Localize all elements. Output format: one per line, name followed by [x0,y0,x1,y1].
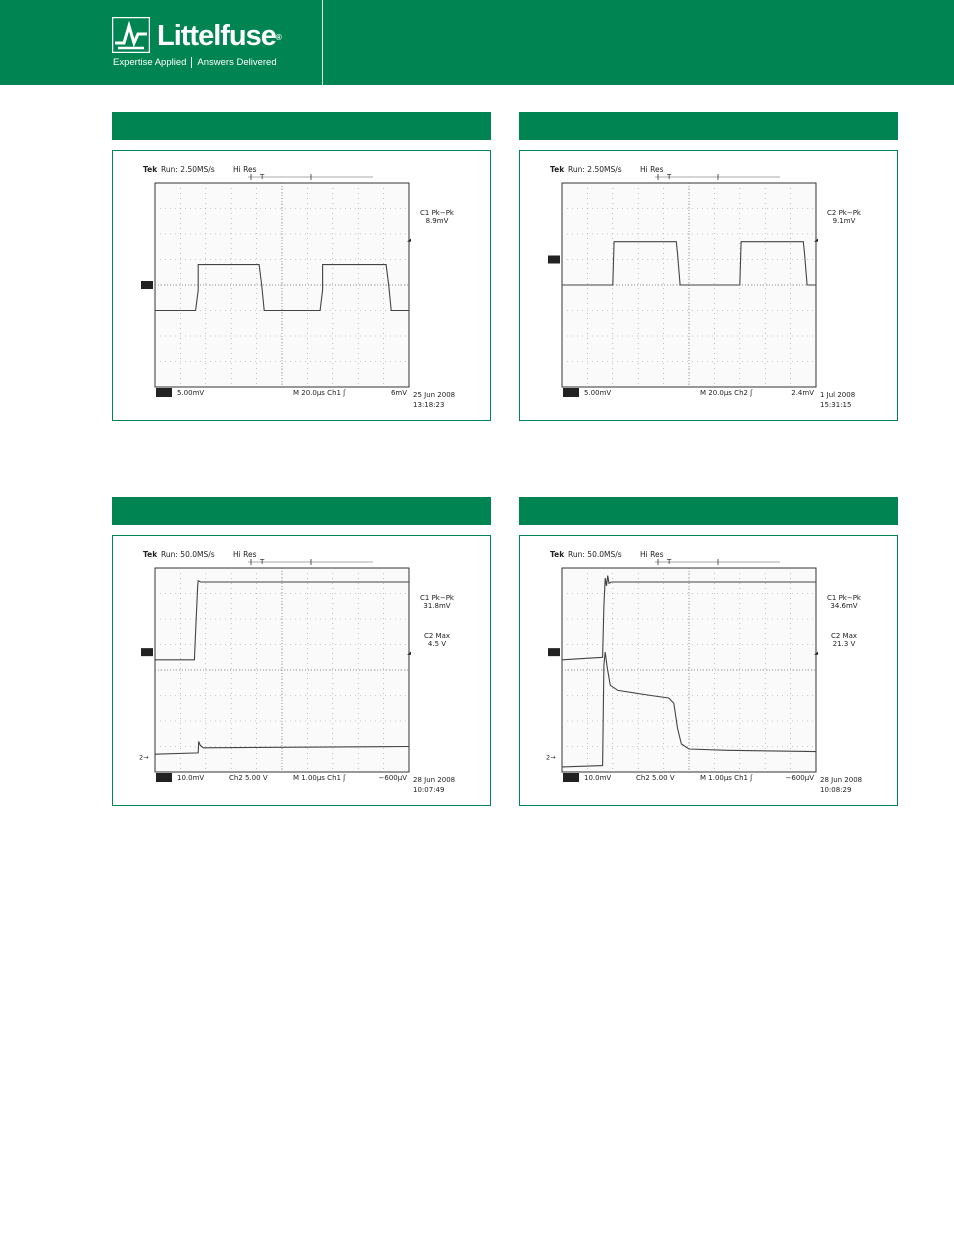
capture-time: 10:07:49 [413,786,445,794]
channel-marker: 2→ [546,753,556,762]
channel-indicator: Ch1 [564,774,578,782]
measurement-label: C1 Pk−Pk [420,594,454,602]
scope-brand: Tek [143,550,158,559]
scope-screenshot-1 [113,151,490,420]
channel-marker: 2→ [139,753,149,762]
channel-marker: 2→ [549,256,559,265]
channel-marker: 1→ [142,649,152,658]
timebase: M 20.0µs Ch2 ʃ [700,389,753,397]
tagline-left: Expertise Applied [113,57,187,69]
vertical-scale: 5.00mV [177,389,205,397]
vertical-scale: 5.00mV [584,389,612,397]
measurement-label: C1 Pk−Pk [827,594,861,602]
measurement-label: C1 Pk−Pk [420,209,454,217]
channel-marker: 1→ [549,649,559,658]
capture-date: 1 Jul 2008 [820,391,856,399]
trigger-position-marker: T [667,558,672,566]
littelfuse-logo-icon [112,17,150,53]
scope-screenshot-2 [520,151,897,420]
vertical-scale: 10.0mV [584,774,612,782]
scope-brand: Tek [143,165,158,174]
channel2-scale: Ch2 5.00 V [636,774,675,782]
capture-date: 25 Jun 2008 [413,391,456,399]
channel2-scale: Ch2 5.00 V [229,774,268,782]
tagline [113,57,277,69]
trigger-position-marker: T [260,558,265,566]
trigger-position-marker: T [667,173,672,181]
trigger-level: 6mV [390,389,407,397]
scope-sample-rate: Run: 50.0MS/s [161,550,215,559]
capture-time: 13:18:23 [413,401,445,409]
trigger-level: 2.4mV [791,389,814,397]
scope-screenshot-3 [113,536,490,805]
vertical-scale: 10.0mV [177,774,205,782]
capture-date: 28 Jun 2008 [413,776,456,784]
scope-screenshot-4 [520,536,897,805]
brand-name: Littelfuse® [157,20,282,52]
measurement-label: C2 Max [830,632,858,640]
scope-panel-4 [519,535,898,806]
measurement-value: 31.8mV [423,602,451,610]
figure-title-bar-4 [519,497,898,525]
scope-panel-2 [519,150,898,421]
capture-time: 10:08:29 [820,786,852,794]
measurement-label: C2 Pk−Pk [827,209,861,217]
scope-brand: Tek [550,165,565,174]
tagline-right: Answers Delivered [197,57,277,69]
header-divider [322,0,323,85]
channel-indicator: Ch2 [564,389,578,397]
measurement-value: 21.3 V [832,640,856,648]
timebase: M 1.00µs Ch1 ʃ [700,774,753,782]
channel-marker: 1→ [142,282,152,290]
capture-time: 15:31:15 [820,401,852,409]
scope-acq-mode: Hi Res [640,165,664,174]
scope-sample-rate: Run: 2.50MS/s [161,165,215,174]
measurement-value: 9.1mV [832,217,856,225]
timebase: M 20.0µs Ch1 ʃ [293,389,346,397]
tagline-separator [191,57,192,68]
figure-title-bar-3 [112,497,491,525]
measurement-value: 4.5 V [427,640,447,648]
scope-acq-mode: Hi Res [233,165,257,174]
scope-sample-rate: Run: 50.0MS/s [568,550,622,559]
measurement-value: 34.6mV [830,602,858,610]
channel-indicator: Ch1 [157,774,171,782]
trademark-symbol: ® [275,33,282,42]
scope-acq-mode: Hi Res [640,550,664,559]
scope-panel-3 [112,535,491,806]
channel-indicator: Ch1 [157,389,171,397]
figure-title-bar-2 [519,112,898,140]
scope-acq-mode: Hi Res [233,550,257,559]
header-band [0,0,954,85]
trigger-position-marker: T [260,173,265,181]
trigger-level: −600µV [785,774,814,782]
measurement-value: 8.9mV [425,217,449,225]
timebase: M 1.00µs Ch1 ʃ [293,774,346,782]
scope-sample-rate: Run: 2.50MS/s [568,165,622,174]
scope-brand: Tek [550,550,565,559]
figure-title-bar-1 [112,112,491,140]
scope-panel-1 [112,150,491,421]
capture-date: 28 Jun 2008 [820,776,863,784]
trigger-level: −600µV [378,774,407,782]
measurement-label: C2 Max [423,632,451,640]
